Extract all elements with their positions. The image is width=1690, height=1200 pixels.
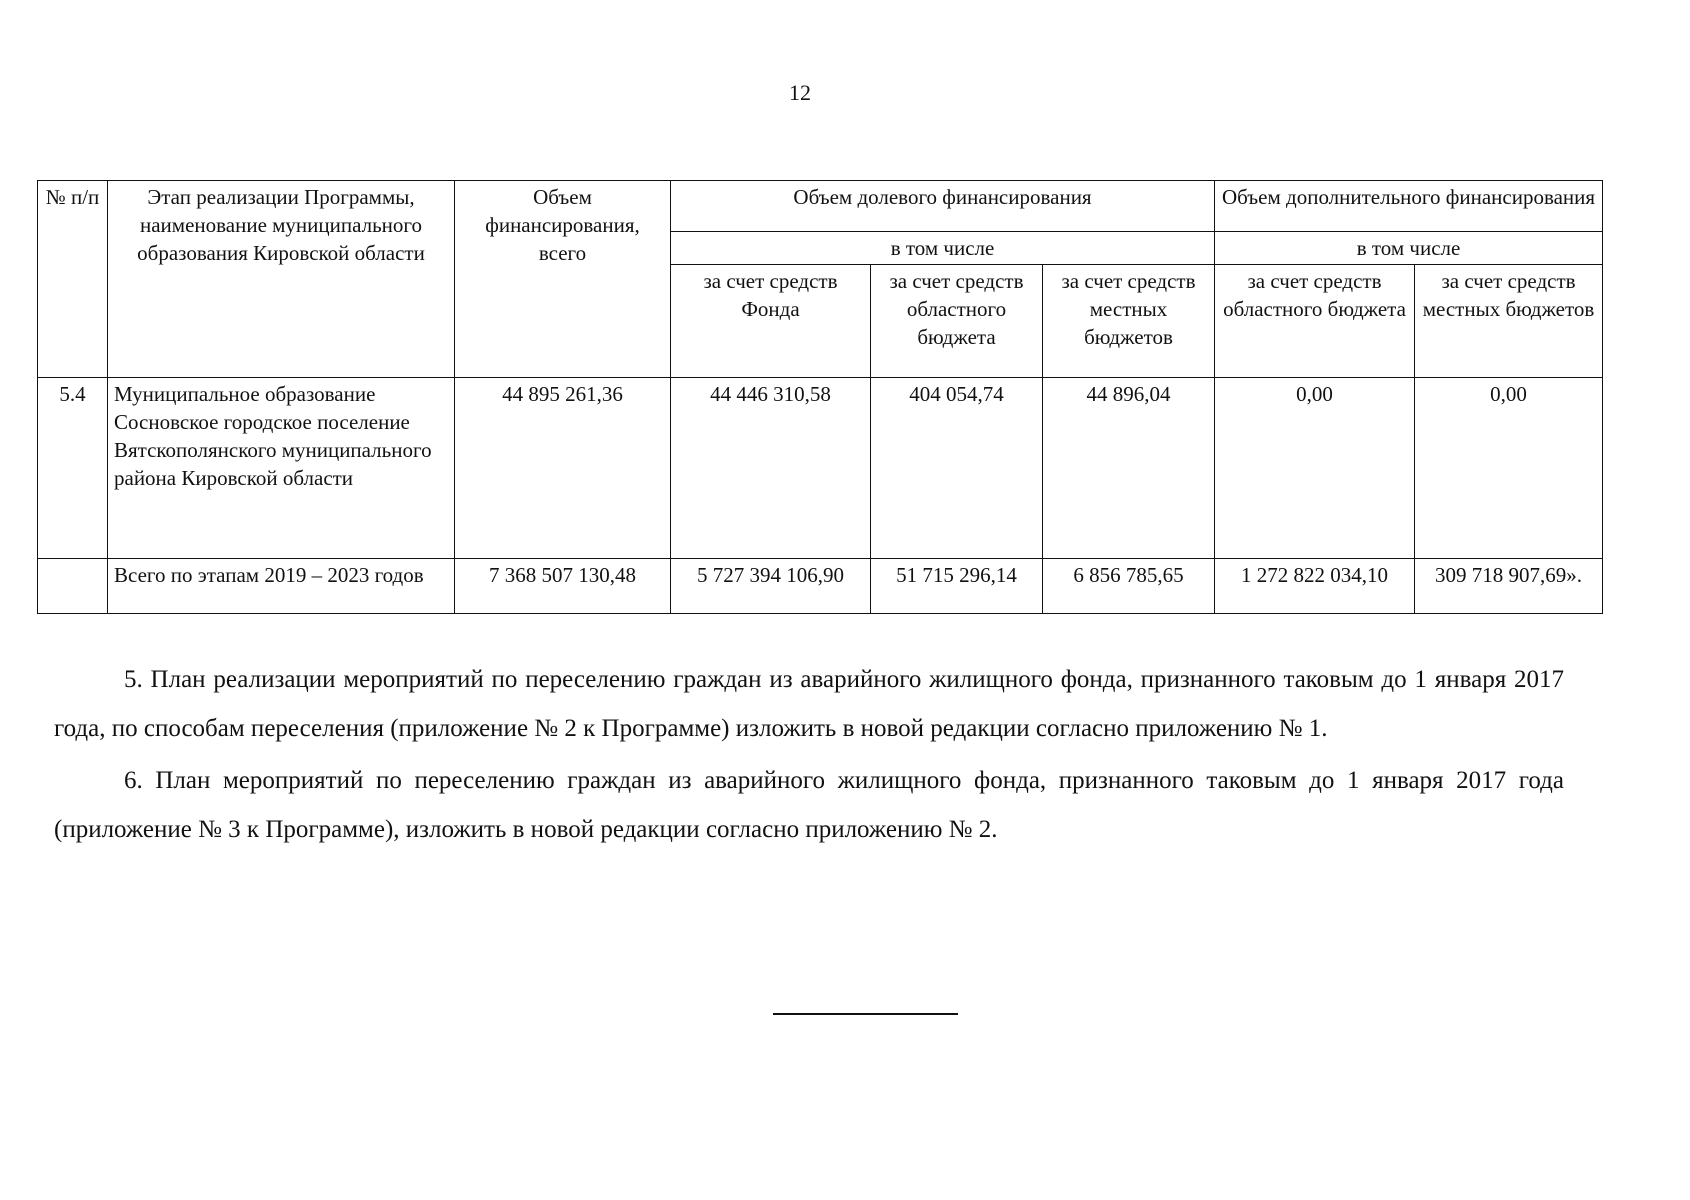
- table-row: [38, 378, 1603, 559]
- closing-rule: [773, 1013, 958, 1015]
- total-total: 7 368 507 130,48: [455, 559, 671, 614]
- row-local-additional: 0,00: [1415, 378, 1603, 559]
- total-name: Всего по этапам 2019 – 2023 годов: [108, 559, 455, 614]
- header-row-1: [38, 181, 1603, 232]
- header-num: № п/п: [38, 181, 108, 378]
- total-regional-shared: 51 715 296,14: [871, 559, 1043, 614]
- row-regional-shared: 404 054,74: [871, 378, 1043, 559]
- financing-table: [37, 180, 1603, 614]
- header-including-shared: в том числе: [671, 232, 1215, 265]
- total-regional-additional: 1 272 822 034,10: [1215, 559, 1415, 614]
- header-regional-additional: за счет средств областного бюджета: [1215, 265, 1415, 378]
- header-fund: за счет средств Фонда: [671, 265, 871, 378]
- table-row-total: [38, 559, 1603, 614]
- row-name: Муниципальное образование Сосновское городское поселение Вятскополянского муниципального района Кировской области: [108, 378, 455, 559]
- paragraph-5: 5. План реализации мероприятий по переселению граждан из аварийного жилищного фонда, признанного таковым до 1 января 2017 года, по способам переселения (приложение № 2 к Программе) изложить в новой редакции согласно приложению № 1.: [54, 666, 1564, 742]
- header-total: Объем финансирования, всего: [455, 181, 671, 378]
- paragraph-6: 6. План мероприятий по переселению граждан из аварийного жилищного фонда, признанного таковым до 1 января 2017 года (приложение № 3 к Программе), изложить в новой редакции согласно приложению № 2.: [54, 767, 1564, 843]
- total-local-additional: 309 718 907,69».: [1415, 559, 1603, 614]
- header-local-additional: за счет средств местных бюджетов: [1415, 265, 1603, 378]
- row-regional-additional: 0,00: [1215, 378, 1415, 559]
- body-text: [54, 655, 1564, 854]
- header-additional-group: Объем дополнительного финансирования: [1215, 181, 1603, 232]
- header-stage: Этап реализации Программы, наименование муниципального образования Кировской области: [108, 181, 455, 378]
- total-fund: 5 727 394 106,90: [671, 559, 871, 614]
- header-shared-group: Объем долевого финансирования: [671, 181, 1215, 232]
- header-local-shared: за счет средств местных бюджетов: [1043, 265, 1215, 378]
- row-total: 44 895 261,36: [455, 378, 671, 559]
- row-fund: 44 446 310,58: [671, 378, 871, 559]
- header-regional-shared: за счет средств областного бюджета: [871, 265, 1043, 378]
- row-num: 5.4: [38, 378, 108, 559]
- row-local-shared: 44 896,04: [1043, 378, 1215, 559]
- total-num: [38, 559, 108, 614]
- header-including-additional: в том числе: [1215, 232, 1603, 265]
- total-local-shared: 6 856 785,65: [1043, 559, 1215, 614]
- page-number: 12: [789, 80, 811, 105]
